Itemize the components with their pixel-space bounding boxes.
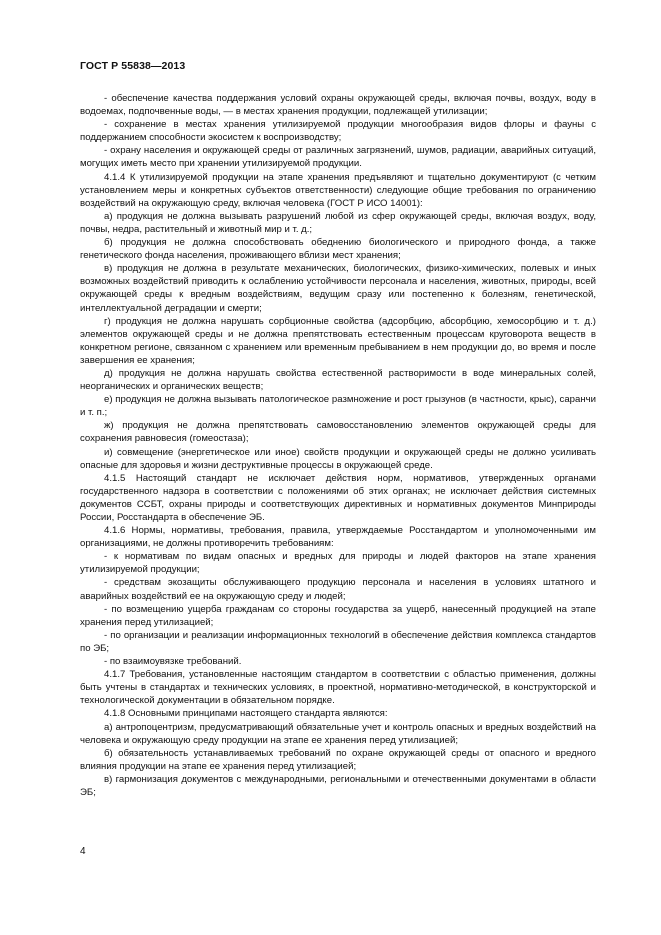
paragraph: а) продукция не должна вызывать разрушений любой из сфер окружающей среды, включая воздух, воду, почвы, недра, растительный и животный мир и т. д.; xyxy=(80,210,596,235)
paragraph: - средствам экозащиты обслуживающего продукцию персонала и населения в условиях штатного и аварийных воздействий ее на окружающую среду и людей; xyxy=(80,577,596,602)
paragraph: - по возмещению ущерба гражданам со стороны государства за ущерб, нанесенный продукцией на этапе хранения перед утилизацией; xyxy=(80,603,596,628)
paragraph: 4.1.8 Основными принципами настоящего стандарта являются: xyxy=(104,708,388,720)
paragraph: - охрану населения и окружающей среды от различных загрязнений, шумов, радиации, аварийных ситуаций, могущих иметь место при хранении утилизируемой продукции. xyxy=(80,145,596,170)
paragraph: в) гармонизация документов с международными, региональными и отечественными документами в области ЭБ; xyxy=(80,773,596,798)
paragraph: 4.1.5 Настоящий стандарт не исключает действия норм, нормативов, утвержденных органами государственного надзора в соответствии с положениями об этих органах; не исключает действия системных документов ССБТ, охраны природы и соответствующих директивных и нормативных документов Минприроды России, Росстандарта в обеспечение ЭБ. xyxy=(80,472,596,523)
document-code-header: ГОСТ Р 55838—2013 xyxy=(80,60,186,72)
paragraph: - по взаимоувязке требований. xyxy=(104,656,242,668)
paragraph: - обеспечение качества поддержания условий охраны окружающей среды, включая почвы, воздух, воду в водоемах, подпочвенные воды, — в местах хранения продукции, подлежащей утилизации; xyxy=(80,93,596,118)
body-text xyxy=(80,92,596,799)
paragraph: - к нормативам по видам опасных и вредных для природы и людей факторов на этапе хранения утилизируемой продукции; xyxy=(80,551,596,576)
paragraph: б) продукция не должна способствовать обеднению биологического и природного фонда, а также генетического фонда населения, проживающего вблизи мест хранения; xyxy=(80,237,596,262)
paragraph: 4.1.4 К утилизируемой продукции на этапе хранения предъявляют и тщательно документируют (с четким установлением меры и конкретных субъектов ответственности) следующие общие требования по ограничению воздействий на окружающую среду, включая человека (ГОСТ Р ИСО 14001): xyxy=(80,171,596,209)
paragraph: е) продукция не должна вызывать патологическое размножение и рост грызунов (в частности, крыс), саранчи и т. п.; xyxy=(80,394,596,419)
paragraph: д) продукция не должна нарушать свойства естественной растворимости в воде минеральных солей, неорганических и органических веществ; xyxy=(80,367,596,393)
paragraph: и) совмещение (энергетическое или иное) свойств продукции и окружающей среды не должно усиливать опасные для здоровья и жизни деструктивные процессы в окружающей среде. xyxy=(80,446,596,471)
paragraph: б) обязательность устанавливаемых требований по охране окружающей среды от опасного и вредного влияния продукции на этапе ее хранения перед утилизацией; xyxy=(80,747,596,772)
paragraph: г) продукция не должна нарушать сорбционные свойства (адсорбцию, абсорбцию, хемосорбцию и т. д.) элементов окружающей среды и не должна препятствовать естественным процессам круговорота веществ в конкретном регионе, связанном с хранением или временным пребыванием в нем продукции до, во время и после завершения ее хранения; xyxy=(80,315,596,366)
paragraph: ж) продукция не должна препятствовать самовосстановлению элементов окружающей среды для сохранения равновесия (гомеостаза); xyxy=(80,420,596,445)
paragraph: 4.1.6 Нормы, нормативы, требования, правила, утверждаемые Росстандартом и уполномоченными им организациями, не должны противоречить требованиям: xyxy=(80,525,596,550)
paragraph: - сохранение в местах хранения утилизируемой продукции многообразия видов флоры и фауны с поддержанием способности экосистем к воспроизводству; xyxy=(80,119,596,144)
paragraph: - по организации и реализации информационных технологий в обеспечение действия комплекса стандартов по ЭБ; xyxy=(80,629,596,654)
paragraph: 4.1.7 Требования, установленные настоящим стандартом в соответствии с областью применения, должны быть учтены в стандартах и технических условиях, в проектной, нормативно-методической, в конструкторской и технологической документации в обязательном порядке. xyxy=(80,669,596,707)
page-number: 4 xyxy=(80,846,86,857)
paragraph: а) антропоцентризм, предусматривающий обязательные учет и контроль опасных и вредных воздействий на человека и окружающую среду продукции на этапе ее хранения перед утилизацией; xyxy=(80,721,596,746)
paragraph: в) продукция не должна в результате механических, биологических, физико-химических, полевых и иных возможных воздействий приводить к ослаблению устойчивости персонала и населения, животных, природы, всей окружающей среды к вредным воздействиям, ведущим сразу или постепенно к болезням, генетической, интеллектуальной деградации и смерти; xyxy=(80,263,596,314)
